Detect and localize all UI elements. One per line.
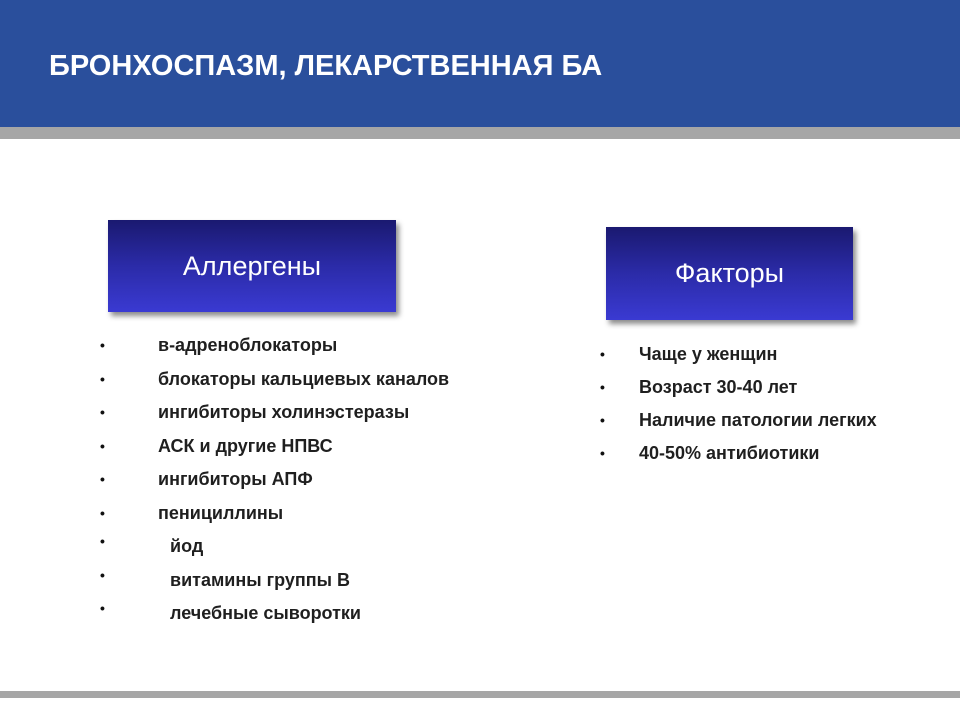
allergens-list <box>100 328 540 630</box>
list-item <box>100 529 540 563</box>
allergens-heading-box <box>108 220 396 312</box>
list-item-text: ингибиторы АПФ <box>158 469 313 489</box>
factors-heading-label: Факторы <box>674 258 785 288</box>
list-item <box>100 462 540 496</box>
bullet-icon: • <box>100 370 105 387</box>
list-item-text: витамины группы В <box>170 569 350 590</box>
list-item-text: АСК и другие НПВС <box>158 435 333 456</box>
list-item <box>600 370 940 403</box>
list-item-text: блокаторы кальциевых каналов <box>158 368 450 389</box>
list-item-text: в-адреноблокаторы <box>158 335 338 355</box>
list-item <box>100 496 540 530</box>
bullet-icon: • <box>100 533 105 549</box>
list-item-text: 40-50% антибиотики <box>639 443 820 463</box>
bullet-icon: • <box>100 504 105 521</box>
list-item <box>600 436 940 469</box>
list-item-text: Чаще у женщин <box>639 344 778 364</box>
list-item-text: ингибиторы холинэстеразы <box>158 402 410 422</box>
bullet-icon: • <box>600 412 605 428</box>
list-item <box>600 337 940 370</box>
list-item <box>100 596 540 630</box>
bullet-icon: • <box>100 566 105 583</box>
list-item <box>100 362 540 396</box>
list-item <box>100 429 540 463</box>
header-divider <box>0 127 960 139</box>
list-item-text: лечебные сыворотки <box>170 603 361 623</box>
list-item <box>100 563 540 597</box>
bullet-icon: • <box>100 437 105 454</box>
list-item <box>100 395 540 429</box>
list-item <box>100 328 540 362</box>
allergens-heading-label: Аллергены <box>182 250 322 281</box>
slide-title: БРОНХОСПАЗМ, ЛЕКАРСТВЕННАЯ БА <box>49 50 603 82</box>
list-item <box>600 403 940 436</box>
bullet-icon: • <box>100 337 105 353</box>
list-item-text: йод <box>170 536 204 556</box>
list-item-text: Наличие патологии легких <box>639 410 877 430</box>
header-band <box>0 0 960 127</box>
bullet-icon: • <box>600 346 605 362</box>
bullet-icon: • <box>100 404 105 420</box>
footer-divider <box>0 691 960 698</box>
bullet-icon: • <box>600 379 605 395</box>
factors-heading-box <box>606 227 853 320</box>
factors-list <box>600 337 940 469</box>
bullet-icon: • <box>600 445 605 461</box>
bullet-icon: • <box>100 471 105 487</box>
bullet-icon: • <box>100 600 105 616</box>
list-item-text: пенициллины <box>158 502 284 523</box>
list-item-text: Возраст 30-40 лет <box>639 377 798 397</box>
